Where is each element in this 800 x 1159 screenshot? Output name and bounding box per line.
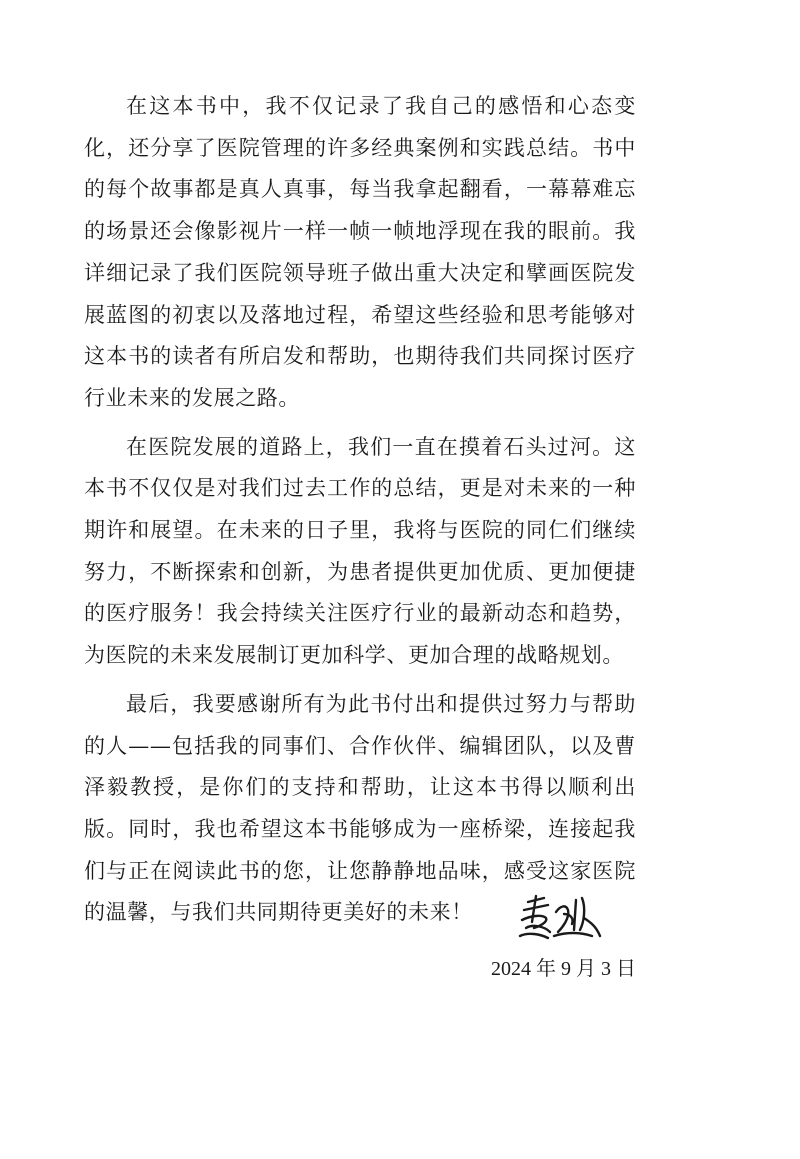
paragraph-1: 在这本书中，我不仅记录了我自己的感悟和心态变化，还分享了医院管理的许多经典案例和实践总结。书中的每个故事都是真人真事，每当我拿起翻看，一幕幕难忘的场景还会像影视片一样一帧一帧地浮现在我的眼前。我详细记录了我们医院领导班子做出重大决定和擘画医院发展蓝图的初衷以及落地过程，希望这些经验和思考能够对这本书的读者有所启发和帮助，也期待我们共同探讨医疗行业未来的发展之路。 bbox=[84, 94, 636, 410]
handwritten-signature bbox=[514, 892, 604, 944]
body-text bbox=[84, 86, 636, 941]
paragraph-3: 最后，我要感谢所有为此书付出和提供过努力与帮助的人——包括我的同事们、合作伙伴、编辑团队，以及曹泽毅教授，是你们的支持和帮助，让这本书得以顺利出版。同时，我也希望这本书能够成为一座桥梁，连接起我们与正在阅读此书的您，让您静静地品味，感受这家医院的温馨，与我们共同期待更美好的未来！ bbox=[84, 691, 636, 925]
paragraph-2: 在医院发展的道路上，我们一直在摸着石头过河。这本书不仅仅是对我们过去工作的总结，更是对未来的一种期许和展望。在未来的日子里，我将与医院的同仁们继续努力，不断探索和创新，为患者提供更加优质、更加便捷的医疗服务！我会持续关注医疗行业的最新动态和趋势，为医院的未来发展制订更加科学、更加合理的战略规划。 bbox=[84, 434, 636, 668]
signature-date: 2024 年 9 月 3 日 bbox=[491, 958, 636, 980]
